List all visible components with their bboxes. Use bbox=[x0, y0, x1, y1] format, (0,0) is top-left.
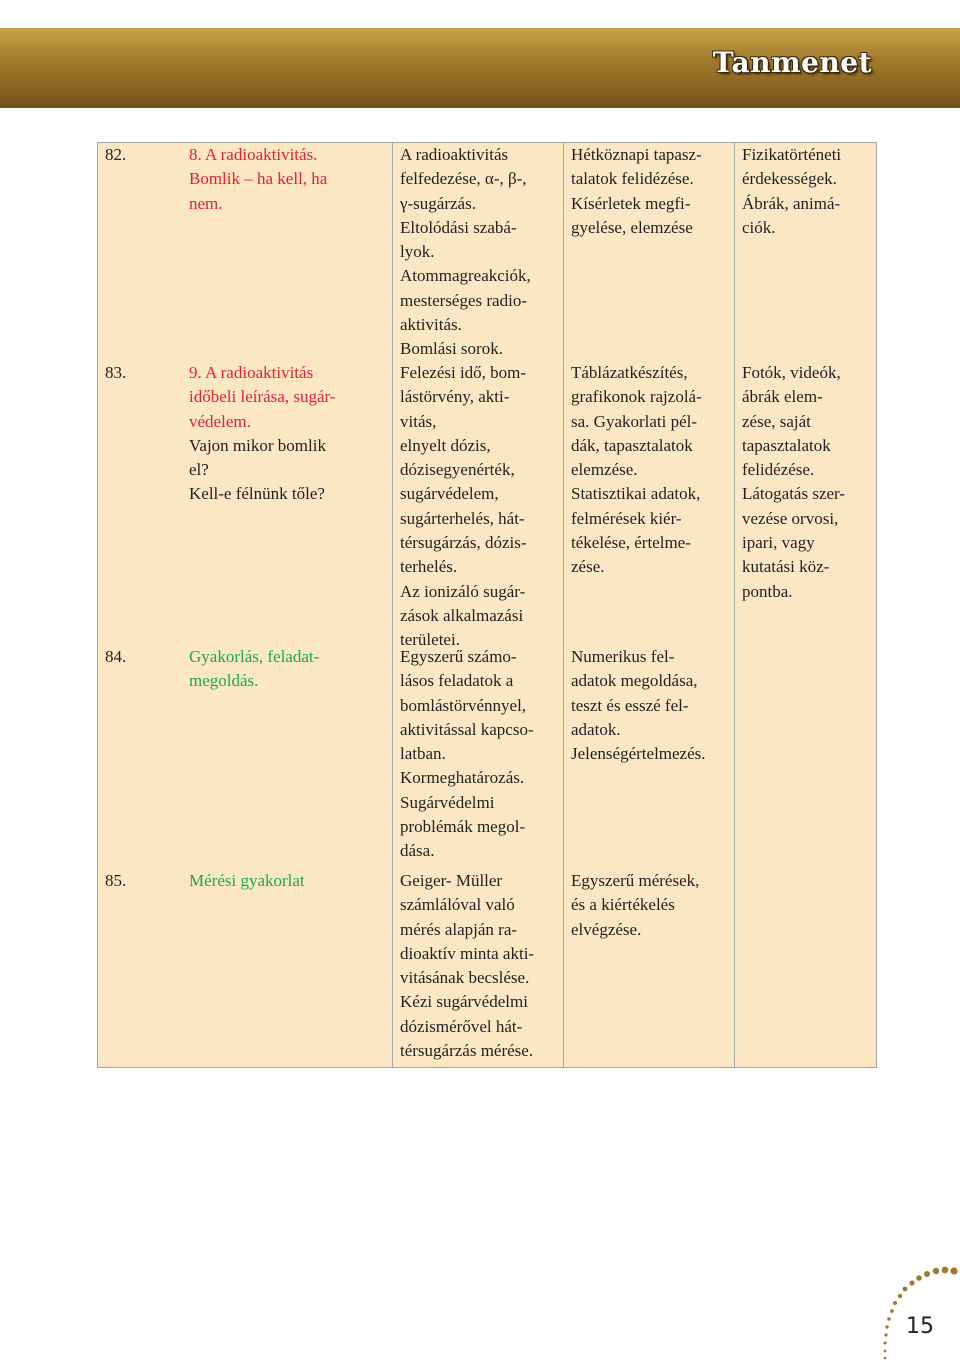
text-line: adatok megoldása, bbox=[571, 671, 698, 691]
text-line: érdekességek. bbox=[742, 169, 837, 189]
lesson-topic bbox=[189, 143, 369, 216]
lesson-activities bbox=[571, 869, 733, 942]
text-line: latban. bbox=[400, 744, 446, 764]
text-line: zése, saját bbox=[742, 411, 811, 431]
text-line: aktivitással kapcso- bbox=[400, 719, 534, 739]
text-line: mérés alapján ra- bbox=[400, 919, 518, 939]
text-line: Egyszerű mérések, bbox=[571, 871, 700, 890]
text-line: 8. A radioaktivitás. bbox=[189, 145, 318, 164]
text-line: tékelése, értelme- bbox=[571, 533, 691, 553]
text-line: vitásának becslése. bbox=[400, 968, 530, 988]
lesson-topic bbox=[189, 361, 369, 507]
lesson-content bbox=[400, 361, 560, 653]
text-line: elemzése. bbox=[571, 460, 638, 480]
text-line: dioaktív minta akti- bbox=[400, 943, 535, 963]
text-line: problémák megol- bbox=[400, 817, 526, 837]
header-banner bbox=[0, 28, 960, 108]
text-line: területei. bbox=[400, 630, 460, 650]
text-line: Numerikus fel- bbox=[571, 647, 675, 666]
lesson-topic bbox=[189, 645, 369, 694]
text-line: elvégzése. bbox=[571, 919, 642, 939]
text-line: Felezési idő, bom- bbox=[400, 363, 527, 382]
text-line: dák, tapasztalatok bbox=[571, 435, 693, 455]
text-line: felidézése. bbox=[742, 460, 815, 480]
text-line: Kell-e félnünk tőle? bbox=[189, 484, 325, 504]
text-line: dózismérővel hát- bbox=[400, 1016, 523, 1036]
text-line: felfedezése, α-, β-, bbox=[400, 169, 527, 189]
text-line: dása. bbox=[400, 841, 435, 861]
text-line: ábrák elem- bbox=[742, 387, 823, 407]
text-line: ciók. bbox=[742, 217, 776, 237]
lesson-extras bbox=[742, 361, 872, 604]
lesson-activities bbox=[571, 143, 733, 240]
table-row bbox=[98, 645, 876, 869]
text-line: nem. bbox=[189, 193, 223, 213]
text-line: Statisztikai adatok, bbox=[571, 484, 701, 504]
table-row bbox=[98, 361, 876, 650]
text-line: és a kiértékelés bbox=[571, 895, 675, 915]
text-line: elnyelt dózis, bbox=[400, 435, 491, 455]
text-line: vezése orvosi, bbox=[742, 508, 839, 528]
text-line: gyelése, elemzése bbox=[571, 217, 693, 237]
text-line: A radioaktivitás bbox=[400, 145, 509, 164]
text-line: Az ionizáló sugár- bbox=[400, 581, 526, 601]
text-line: ipari, vagy bbox=[742, 533, 815, 553]
text-line: γ-sugárzás. bbox=[400, 193, 476, 213]
text-line: Kézi sugárvédelmi bbox=[400, 992, 528, 1012]
text-line: Egyszerű számo- bbox=[400, 647, 517, 666]
lesson-extras bbox=[742, 143, 872, 240]
page-number: 15 bbox=[906, 1314, 934, 1339]
text-line: aktivitás. bbox=[400, 315, 462, 335]
lesson-content bbox=[400, 645, 560, 864]
text-line: Gyakorlás, feladat- bbox=[189, 647, 320, 666]
text-line: Bomlási sorok. bbox=[400, 339, 503, 359]
text-line: dózisegyenérték, bbox=[400, 460, 515, 480]
lesson-content bbox=[400, 869, 560, 1063]
text-line: időbeli leírása, sugár- bbox=[189, 387, 336, 407]
text-line: bomlástörvénnyel, bbox=[400, 695, 527, 715]
page-title: Tanmenet bbox=[712, 46, 872, 79]
text-line: Sugárvédelmi bbox=[400, 792, 495, 812]
text-line: Ábrák, animá- bbox=[742, 193, 841, 213]
text-line: teszt és esszé fel- bbox=[571, 695, 689, 715]
text-line: védelem. bbox=[189, 411, 251, 431]
text-line: tapasztalatok bbox=[742, 435, 831, 455]
text-line: térsugárzás mérése. bbox=[400, 1041, 534, 1061]
lesson-number: 85. bbox=[105, 871, 127, 890]
text-line: Táblázatkészítés, bbox=[571, 363, 688, 382]
table-row bbox=[98, 869, 876, 1067]
lesson-number: 84. bbox=[105, 647, 127, 666]
decorative-dots-arc bbox=[862, 1266, 960, 1360]
text-line: talatok felidézése. bbox=[571, 169, 694, 189]
text-line: Bomlik – ha kell, ha bbox=[189, 169, 328, 189]
text-line: lástörvény, akti- bbox=[400, 387, 510, 407]
lesson-topic bbox=[189, 869, 369, 893]
text-line: térsugárzás, dózis- bbox=[400, 533, 527, 553]
text-line: Geiger- Müller bbox=[400, 871, 503, 890]
text-line: Kísérletek megfi- bbox=[571, 193, 691, 213]
text-line: sa. Gyakorlati pél- bbox=[571, 411, 698, 431]
text-line: el? bbox=[189, 460, 209, 480]
text-line: Fotók, videók, bbox=[742, 363, 841, 382]
lesson-activities bbox=[571, 645, 733, 766]
text-line: Vajon mikor bomlik bbox=[189, 435, 326, 455]
text-line: zások alkalmazási bbox=[400, 605, 524, 625]
text-line: 9. A radioaktivitás bbox=[189, 363, 314, 382]
table-row bbox=[98, 143, 876, 361]
text-line: Hétköznapi tapasz- bbox=[571, 145, 702, 164]
text-line: Jelenségértelmezés. bbox=[571, 744, 706, 764]
text-line: grafikonok rajzolá- bbox=[571, 387, 702, 407]
text-line: lyok. bbox=[400, 242, 435, 262]
text-line: felmérések kiér- bbox=[571, 508, 682, 528]
text-line: terhelés. bbox=[400, 557, 458, 577]
lesson-content bbox=[400, 143, 560, 362]
text-line: vitás, bbox=[400, 411, 437, 431]
text-line: számlálóval való bbox=[400, 895, 515, 915]
text-line: Fizikatörténeti bbox=[742, 145, 842, 164]
text-line: Kormeghatározás. bbox=[400, 768, 525, 788]
text-line: kutatási köz- bbox=[742, 557, 830, 577]
text-line: adatok. bbox=[571, 719, 621, 739]
text-line: sugárvédelem, bbox=[400, 484, 499, 504]
text-line: megoldás. bbox=[189, 671, 259, 691]
text-line: Atommagreakciók, bbox=[400, 266, 531, 286]
text-line: sugárterhelés, hát- bbox=[400, 508, 525, 528]
text-line: pontba. bbox=[742, 581, 793, 601]
text-line: Látogatás szer- bbox=[742, 484, 846, 504]
lesson-activities bbox=[571, 361, 733, 580]
text-line: Mérési gyakorlat bbox=[189, 871, 305, 890]
text-line: Eltolódási szabá- bbox=[400, 217, 517, 237]
lesson-number: 83. bbox=[105, 363, 127, 382]
text-line: lásos feladatok a bbox=[400, 671, 514, 691]
lesson-number: 82. bbox=[105, 145, 127, 164]
text-line: mesterséges radio- bbox=[400, 290, 527, 310]
text-line: zése. bbox=[571, 557, 605, 577]
lesson-plan-table bbox=[97, 142, 877, 1068]
